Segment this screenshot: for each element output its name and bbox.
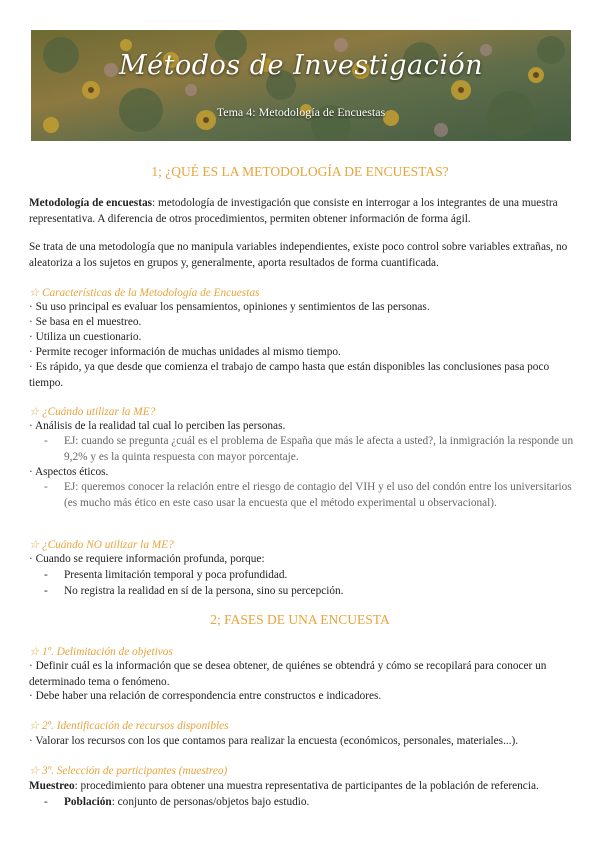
dash-bullet: - [44, 569, 48, 581]
muestreo-definition [29, 779, 574, 795]
cuando-heading: ☆ ¿Cuándo utilizar la ME? [29, 406, 156, 418]
example-text: EJ: cuando se pregunta ¿cuál es el problema de España que más le afecta a usted?, la inmigración la responde un 9,2% y es la quinta respuesta con mayor porcentaje. [64, 435, 574, 463]
fase-1-item: · Definir cuál es la información que se desea obtener, de quiénes se obtendrá y cómo se recopilará para conocer un determinado tema o fenómeno. [29, 660, 547, 688]
cuando-item: · Aspectos éticos. [29, 466, 109, 478]
definition-term: Metodología de encuestas [29, 197, 152, 209]
reason-text: Presenta limitación temporal y poca profundidad. [64, 569, 288, 581]
definition-paragraph [29, 196, 574, 227]
poblacion-definition [64, 795, 574, 811]
muestreo-term: Muestreo [29, 780, 75, 792]
muestreo-text: : procedimiento para obtener una muestra representativa de participantes de la población de referencia. [74, 780, 539, 792]
section-1-title: 1; ¿QUÉ ES LA METODOLOGÍA DE ENCUESTAS? [151, 164, 449, 179]
reason-item [44, 584, 574, 600]
description-paragraph: Se trata de una metodología que no manipula variables independientes, existe poco control sobre variables extrañas, no aleatoriza a los sujetos en grupos y, generalmente, aporta resultados de forma cuantificada. [29, 241, 568, 269]
poblacion-term: Población [64, 796, 112, 808]
no-cuando-heading: ☆ ¿Cuándo NO utilizar la ME? [29, 539, 174, 551]
caracteristica-item: · Es rápido, ya que desde que comienza el trabajo de campo hasta que están disponibles las conclusiones pasa poco tiempo. [29, 361, 550, 389]
example-item [44, 434, 574, 465]
sunflower-painting-background [31, 30, 571, 141]
fase-2-item: · Valorar los recursos con los que contamos para realizar la encuesta (económicos, personales, materiales...). [29, 735, 519, 747]
example-text: EJ: queremos conocer la relación entre el riesgo de contagio del VIH y el uso del condón entre los universitarios (es mucho más ético en este caso usar la encuesta que el método experimental u observacional). [64, 481, 572, 509]
caracteristica-item: · Utiliza un cuestionario. [29, 331, 142, 343]
dash-bullet: - [44, 435, 48, 447]
caracteristica-item: · Se basa en el muestreo. [29, 316, 142, 328]
reason-item [44, 568, 574, 584]
dash-bullet: - [44, 796, 48, 808]
reason-text: No registra la realidad en sí de la persona, sino su percepción. [64, 585, 344, 597]
fase-1-item: · Debe haber una relación de correspondencia entre constructos e indicadores. [29, 690, 382, 702]
header-banner [31, 30, 571, 141]
definition-text: : metodología de investigación que consiste en interrogar a los integrantes de una muestra representativa. A diferencia de otros procedimientos, permiten obtener información de forma ágil. [29, 197, 558, 225]
fase-1-heading: ☆ 1º. Delimitación de objetivos [29, 646, 173, 658]
dash-bullet: - [44, 481, 48, 493]
caracteristicas-heading: ☆ Características de la Metodología de Encuestas [29, 287, 260, 299]
fase-2-heading: ☆ 2º. Identificación de recursos disponibles [29, 720, 229, 732]
section-2-title: 2; FASES DE UNA ENCUESTA [210, 612, 390, 627]
no-cuando-item: · Cuando se requiere información profunda, porque: [29, 553, 265, 565]
fase-3-heading: ☆ 3º. Selección de participantes (muestreo) [29, 765, 228, 777]
banner-title: Métodos de Investigación [119, 50, 483, 81]
caracteristica-item: · Su uso principal es evaluar los pensamientos, opiniones y sentimientos de las personas. [29, 301, 430, 313]
banner-subtitle: Tema 4: Metodología de Encuestas [216, 105, 386, 119]
dash-bullet: - [44, 585, 48, 597]
caracteristica-item: · Permite recoger información de muchas unidades al mismo tiempo. [29, 346, 341, 358]
poblacion-item [44, 795, 574, 811]
cuando-item: · Análisis de la realidad tal cual lo perciben las personas. [29, 420, 286, 432]
example-item [44, 480, 574, 511]
poblacion-text: : conjunto de personas/objetos bajo estudio. [111, 796, 310, 808]
